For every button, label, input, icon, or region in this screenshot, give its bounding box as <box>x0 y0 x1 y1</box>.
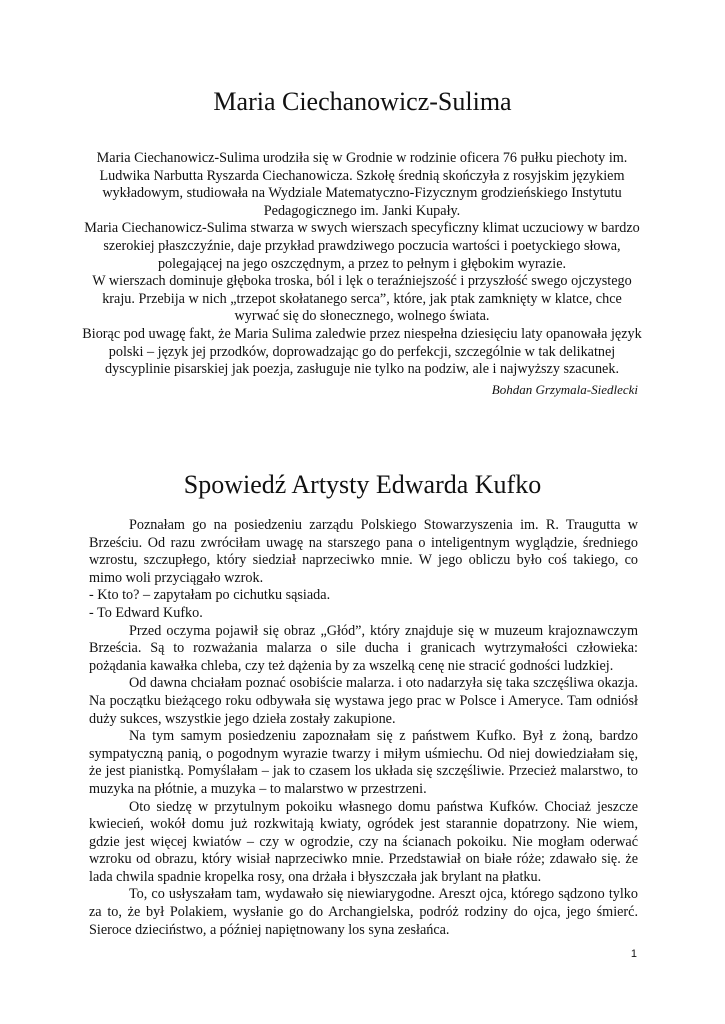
bio-paragraph: Biorąc pod uwagę fakt, że Maria Sulima zaledwie przez niespełna dziesięciu laty opanowała język polski – język jej przodków, doprowadzając go do perfekcji, szczególnie w tak delikatnej dyscyplinie pisarskiej jak poezja, zasługuje nie tylko na podziw, ale i najwyższy szacunek. <box>82 325 642 378</box>
article-paragraph: Oto siedzę w przytulnym pokoiku własnego domu państwa Kufków. Chociaż jeszcze kwiecień, wokół domu już rozkwitają kwiaty, ogródek jest starannie dopatrzony. Nie wiem, gdzie jest więcej kwiatów – czy w ogrodzie, czy na ścianach pokoiku. Nie mogłam oderwać wzroku od obrazu, który wisiał naprzeciwko mnie. Przedstawiał on białe róże; zdawało się. że lada chwila spadnie kropelka rosy, ona drżała i błyszczała jak brylant na płatku. <box>89 798 638 885</box>
article-paragraph: Od dawna chciałam poznać osobiście malarza. i oto nadarzyła się taka szczęśliwa okazja. Na początku bieżącego roku odbywała się wystawa jego prac w Polsce i Ameryce. Tam odniósł duży sukces, wszystkie jego dzieła zostały zakupione. <box>89 675 638 727</box>
bio-paragraph: Maria Ciechanowicz-Sulima urodziła się w Grodnie w rodzinie oficera 76 pułku piechoty im. Ludwika Narbutta Ryszarda Ciechanowicza. Szkołę średnią skończyła z rosyjskim językiem wykładowym, studiowała na Wydziale Matematyczno-Fizycznym grodzieńskiego Instytutu Pedagogicznego im. Janki Kupały. <box>96 150 628 219</box>
section-title-bio: Maria Ciechanowicz-Sulima <box>213 87 512 116</box>
section-title-article: Spowiedź Artysty Edwarda Kufko <box>183 470 542 499</box>
article-paragraph: To, co usłyszałam tam, wydawało się niewiarygodne. Areszt ojca, którego sądzono tylko za to, że był Polakiem, wysłanie go do Archangielska, podróż rodziny do ojca, jego śmierć. Sieroce dzieciństwo, a później napiętnowany los syna zesłańca. <box>89 886 638 938</box>
bio-paragraph: Maria Ciechanowicz-Sulima stwarza w swych wierszach specyficzny klimat uczuciowy w bardzo szerokiej płaszczyźnie, daje przykład prawdziwego poczucia wartości i poetyckiego słowa, polegającej na jego oszczędnym, a przez to pełnym i głębokim wyrazie. <box>84 220 640 272</box>
dialogue-line: - Kto to? – zapytałam po cichutku sąsiada. <box>89 587 331 604</box>
dialogue-line: - To Edward Kufko. <box>89 604 203 621</box>
article-paragraph: Poznałam go na posiedzeniu zarządu Polskiego Stowarzyszenia im. R. Traugutta w Brześciu. Od razu zwróciłam uwagę na starszego pana o inteligentnym wyglądzie, średniego wzrostu, szczupłego, który siedział naprzeciwko mnie. W jego obliczu było coś takiego, co mimo woli przyciągało wzrok. <box>89 517 638 586</box>
bio-paragraph: W wierszach dominuje głęboka troska, ból i lęk o teraźniejszość i przyszłość swego ojczystego kraju. Przebija w nich „trzepot skołatanego serca”, które, jak ptak zamknięty w klatce, chce wyrwać się do słonecznego, wolnego świata. <box>92 273 632 325</box>
bio-text <box>82 150 642 379</box>
article-text <box>89 517 638 939</box>
article-paragraph: Przed oczyma pojawił się obraz „Głód”, który znajduje się w muzeum krajoznawczym Brześcia. Są to rozważania malarza o sile ducha i granicach wytrzymałości człowieka: pożądania kawałka chleba, czy też dążenia by za wszelką cenę nie stracić godności ludzkiej. <box>89 622 638 674</box>
signature: Bohdan Grzymala-Siedlecki <box>491 382 638 397</box>
article-paragraph: Na tym samym posiedzeniu zapoznałam się z państwem Kufko. Był z żoną, bardzo sympatyczną panią, o pogodnym wyrazie twarzy i miłym uśmiechu. Od niej dowiedziałam się, że jest pianistką. Pomyślałam – jak to czasem los układa się szczęśliwie. Przecież malarstwo, to muzyka na płótnie, a muzyka – to malarstwo w przestrzeni. <box>89 728 638 797</box>
page-number: 1 <box>630 948 637 960</box>
